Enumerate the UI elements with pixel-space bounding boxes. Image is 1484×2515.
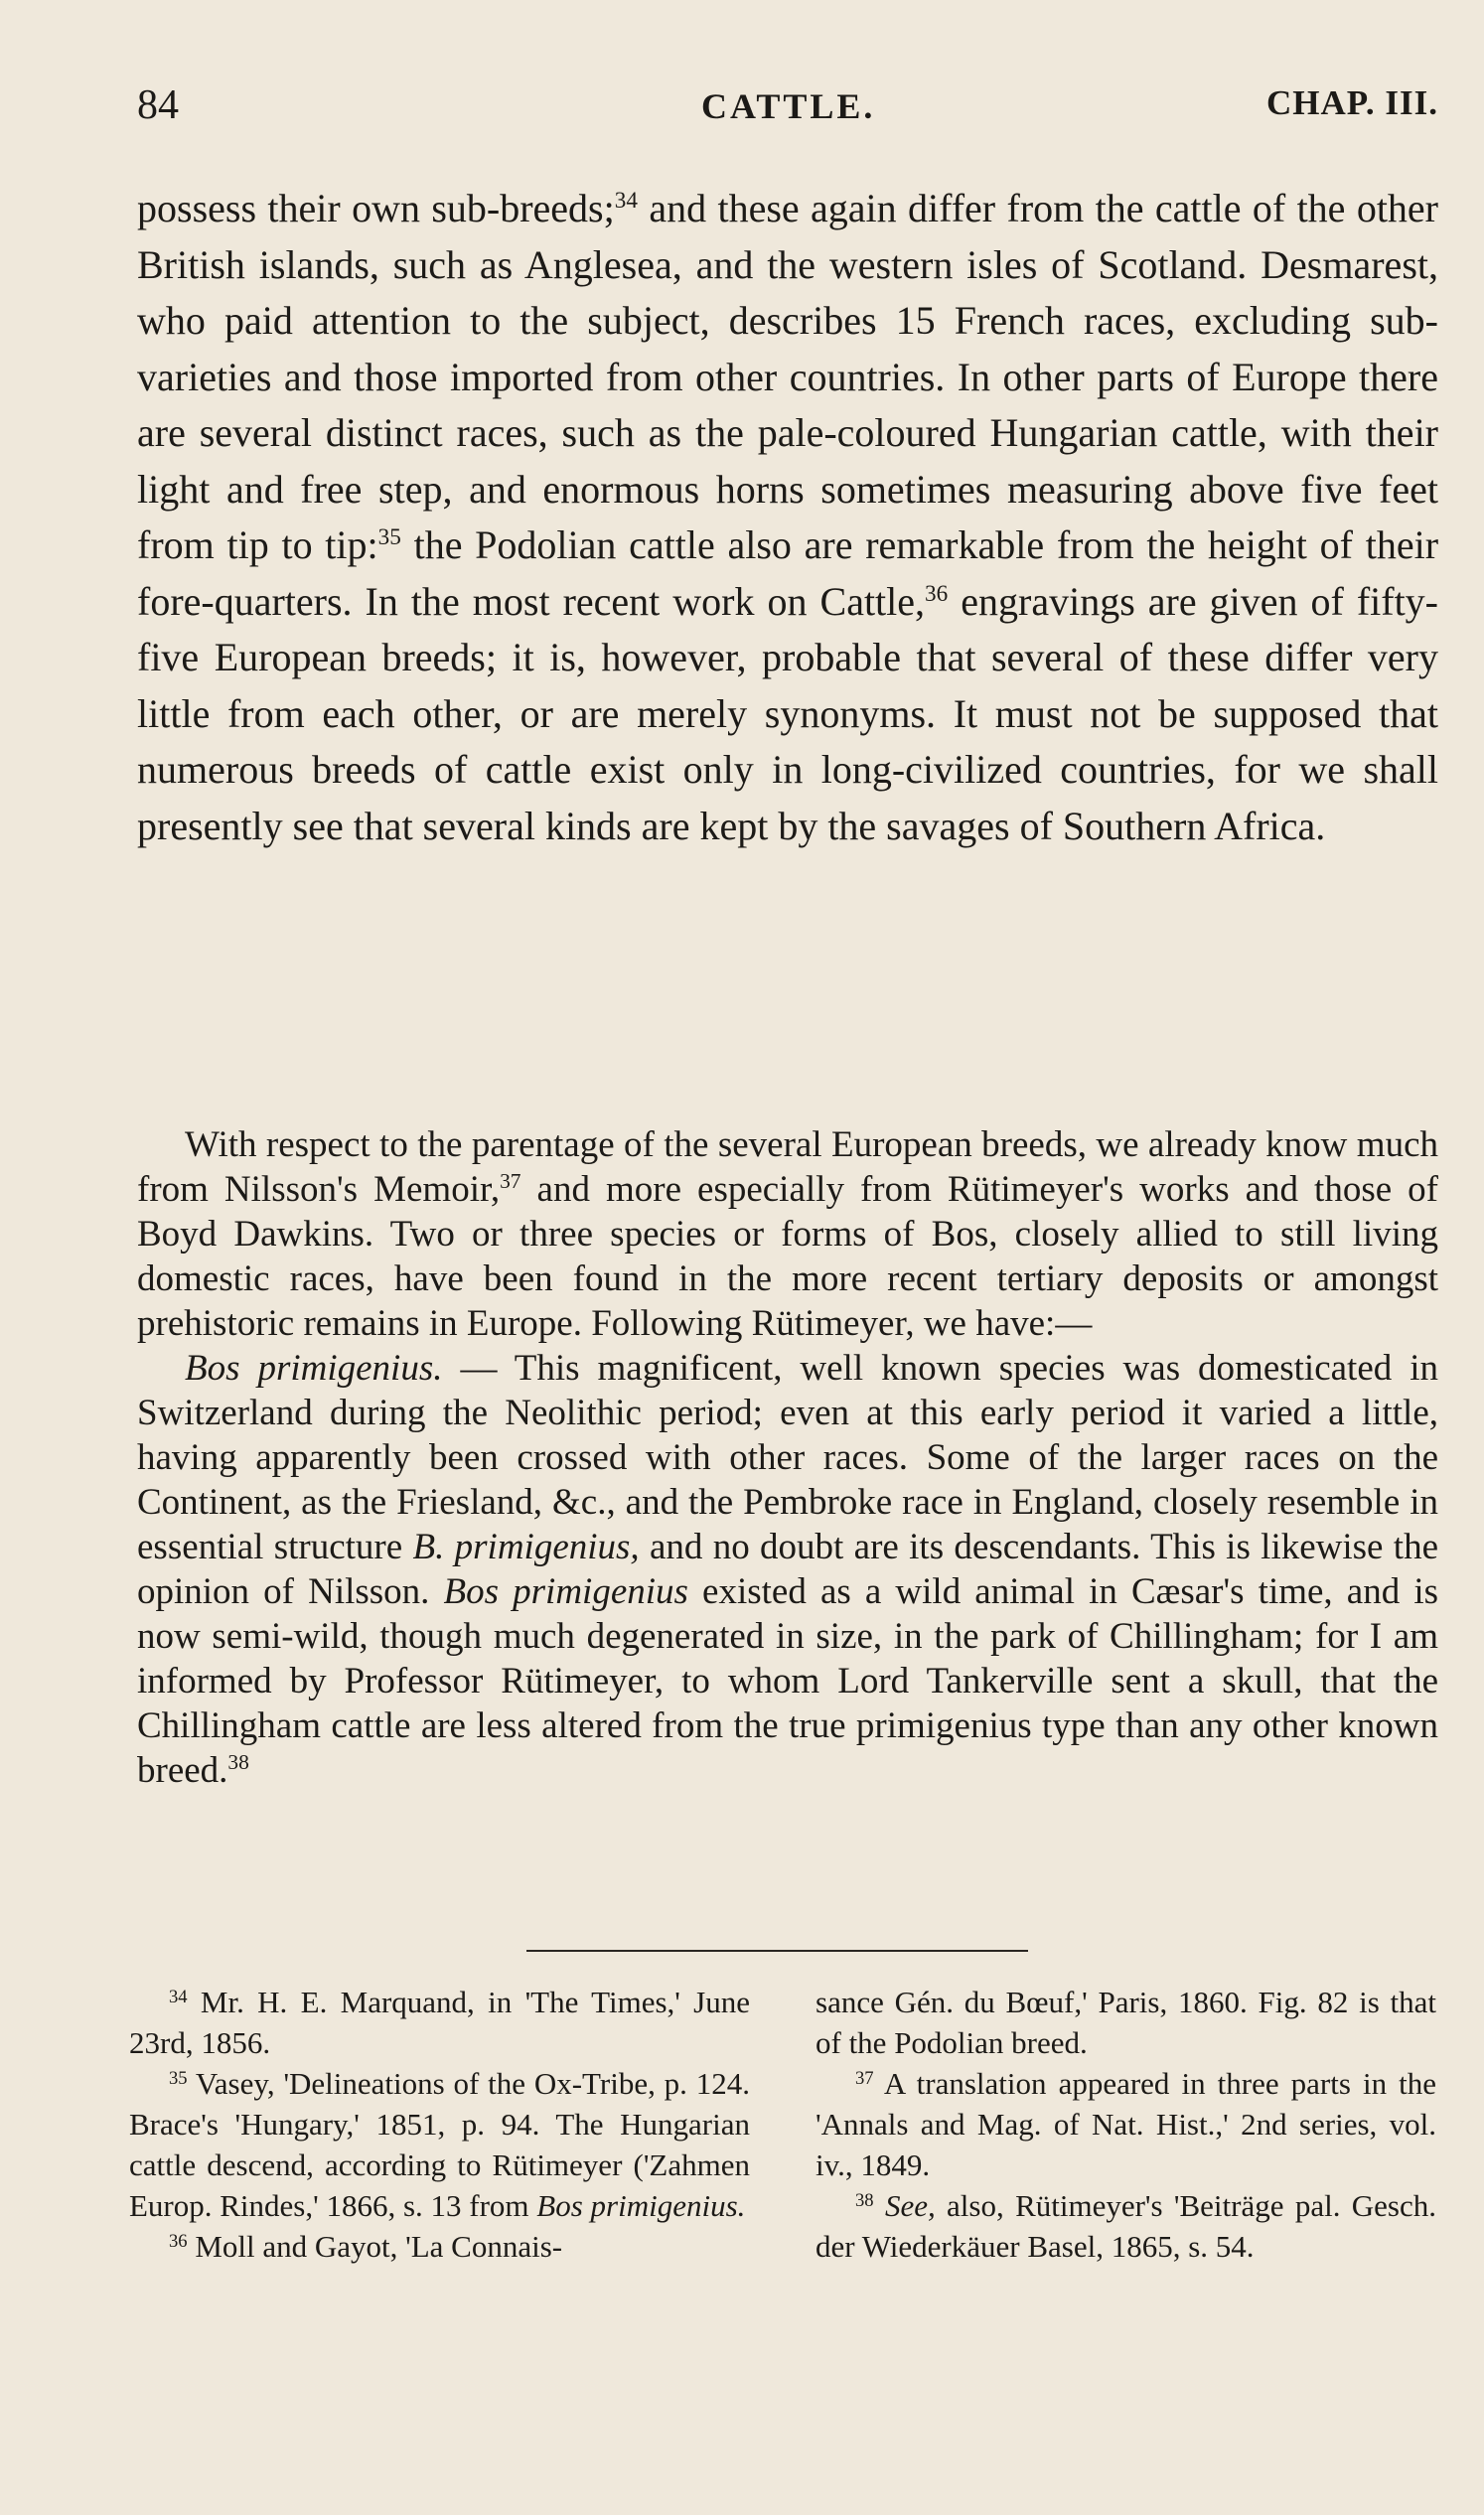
footnote-36 [129, 2226, 750, 2267]
footnote-ref-35: 35 [377, 524, 401, 551]
footnote-text: also, Rütimeyer's 'Beiträge pal. Gesch. der Wiederkäuer Basel, 1865, s. 54. [816, 2188, 1437, 2264]
page-number: 84 [137, 82, 179, 128]
text-run: existed as a wild animal in Cæsar's time, and is now semi-wild, though much degenerated in size, in the park of Chillingham; for I am informed by Professor Rütimeyer, to whom Lord Tankerville sent a skull, that the Chillingham cattle are less altered from the true primigenius type than any other known breed. [137, 1571, 1438, 1791]
paragraph [137, 1122, 1438, 1346]
italic-term: B. primigenius, [412, 1527, 640, 1567]
footnote-text: sance Gén. du Bœuf,' Paris, 1860. Fig. 82 is that of the Podolian breed. [816, 1985, 1436, 2060]
text-run: possess their own sub-breeds; [137, 186, 615, 230]
text-run: With respect to the parentage of the several European breeds, we already know much from Nilsson's Memoir, [137, 1124, 1438, 1210]
small-print-text [137, 1122, 1438, 1793]
italic-term: Bos primigenius [443, 1571, 688, 1612]
footnote-text: A translation appeared in three parts in the 'Annals and Mag. of Nat. Hist.,' 2nd series, vol. iv., 1849. [816, 2066, 1436, 2182]
footnote-number: 36 [169, 2230, 188, 2252]
footnote-ref-34: 34 [614, 188, 638, 215]
text-run: and these again differ from the cattle of the other British islands, such as Anglesea, and the western isles of Scotland. Desmarest, who paid attention to the subject, describes 15 French races, excluding sub-varieties and those imported from other countries. In other parts of Europe there are several distinct races, such as the pale-coloured Hungarian cattle, with their light and free step, and enormous horns sometimes measuring above five feet from tip to tip: [137, 186, 1439, 567]
footnotes [129, 1982, 1436, 2267]
paragraph [137, 181, 1438, 854]
italic-term: See, [884, 2188, 936, 2223]
footnote-35 [129, 2063, 750, 2226]
footnote-column-right [816, 1982, 1436, 2267]
footnote-number: 38 [855, 2189, 874, 2211]
italic-term: Bos primigenius. [185, 1348, 443, 1389]
text-run: and no doubt are its descendants. This is likewise the opinion of Nilsson. [137, 1527, 1438, 1612]
footnote-36-continued [816, 1982, 1436, 2063]
footnote-ref-38: 38 [227, 1750, 249, 1775]
paragraph [137, 1346, 1438, 1793]
italic-term: Bos primigenius. [536, 2188, 746, 2223]
footnote-37 [816, 2063, 1436, 2185]
footnote-number: 37 [855, 2067, 874, 2089]
main-text [137, 181, 1438, 854]
footnote-column-left [129, 1982, 750, 2267]
footnote-38 [816, 2185, 1436, 2267]
text-run: — This magnificent, well known species was domesticated in Switzerland during the Neolithic period; even at this early period it varied a little, having apparently been crossed with other races. Some of the larger races on the Continent, as the Friesland, &c., and the Pembroke race in England, closely resemble in essential structure [137, 1348, 1438, 1567]
chapter-label: CHAP. III. [1265, 83, 1438, 122]
text-run: the Podolian cattle also are remarkable from the height of their fore-quarters. In the most recent work on Cattle, [137, 522, 1439, 624]
page-header [137, 81, 1438, 141]
footnote-text: Mr. H. E. Marquand, in 'The Times,' June 23rd, 1856. [129, 1985, 750, 2060]
running-title: CATTLE. [701, 86, 876, 126]
footnote-divider [526, 1950, 1028, 1952]
text-run: engravings are given of fifty-five European breeds; it is, however, probable that several of these differ very little from each other, or are merely synonyms. It must not be supposed that numerous breeds of cattle exist only in long-civilized countries, for we shall presently see that several kinds are kept by the savages of Southern Africa. [137, 578, 1439, 848]
footnote-ref-36: 36 [925, 580, 949, 607]
footnote-34 [129, 1982, 750, 2063]
footnote-ref-37: 37 [500, 1169, 521, 1194]
footnote-number: 34 [169, 1986, 188, 2007]
footnote-number: 35 [169, 2067, 188, 2089]
text-run: and more especially from Rütimeyer's works and those of Boyd Dawkins. Two or three species or forms of Bos, closely allied to still living domestic races, have been found in the more recent tertiary deposits or amongst prehistoric remains in Europe. Following Rütimeyer, we have:— [137, 1169, 1438, 1344]
footnote-text: Moll and Gayot, 'La Connais- [187, 2229, 563, 2264]
footnote-text: Vasey, 'Delineations of the Ox-Tribe, p. 124. Brace's 'Hungary,' 1851, p. 94. The Hungarian cattle descend, according to Rütimeyer ('Zahmen Europ. Rindes,' 1866, s. 13 from [129, 2066, 750, 2223]
